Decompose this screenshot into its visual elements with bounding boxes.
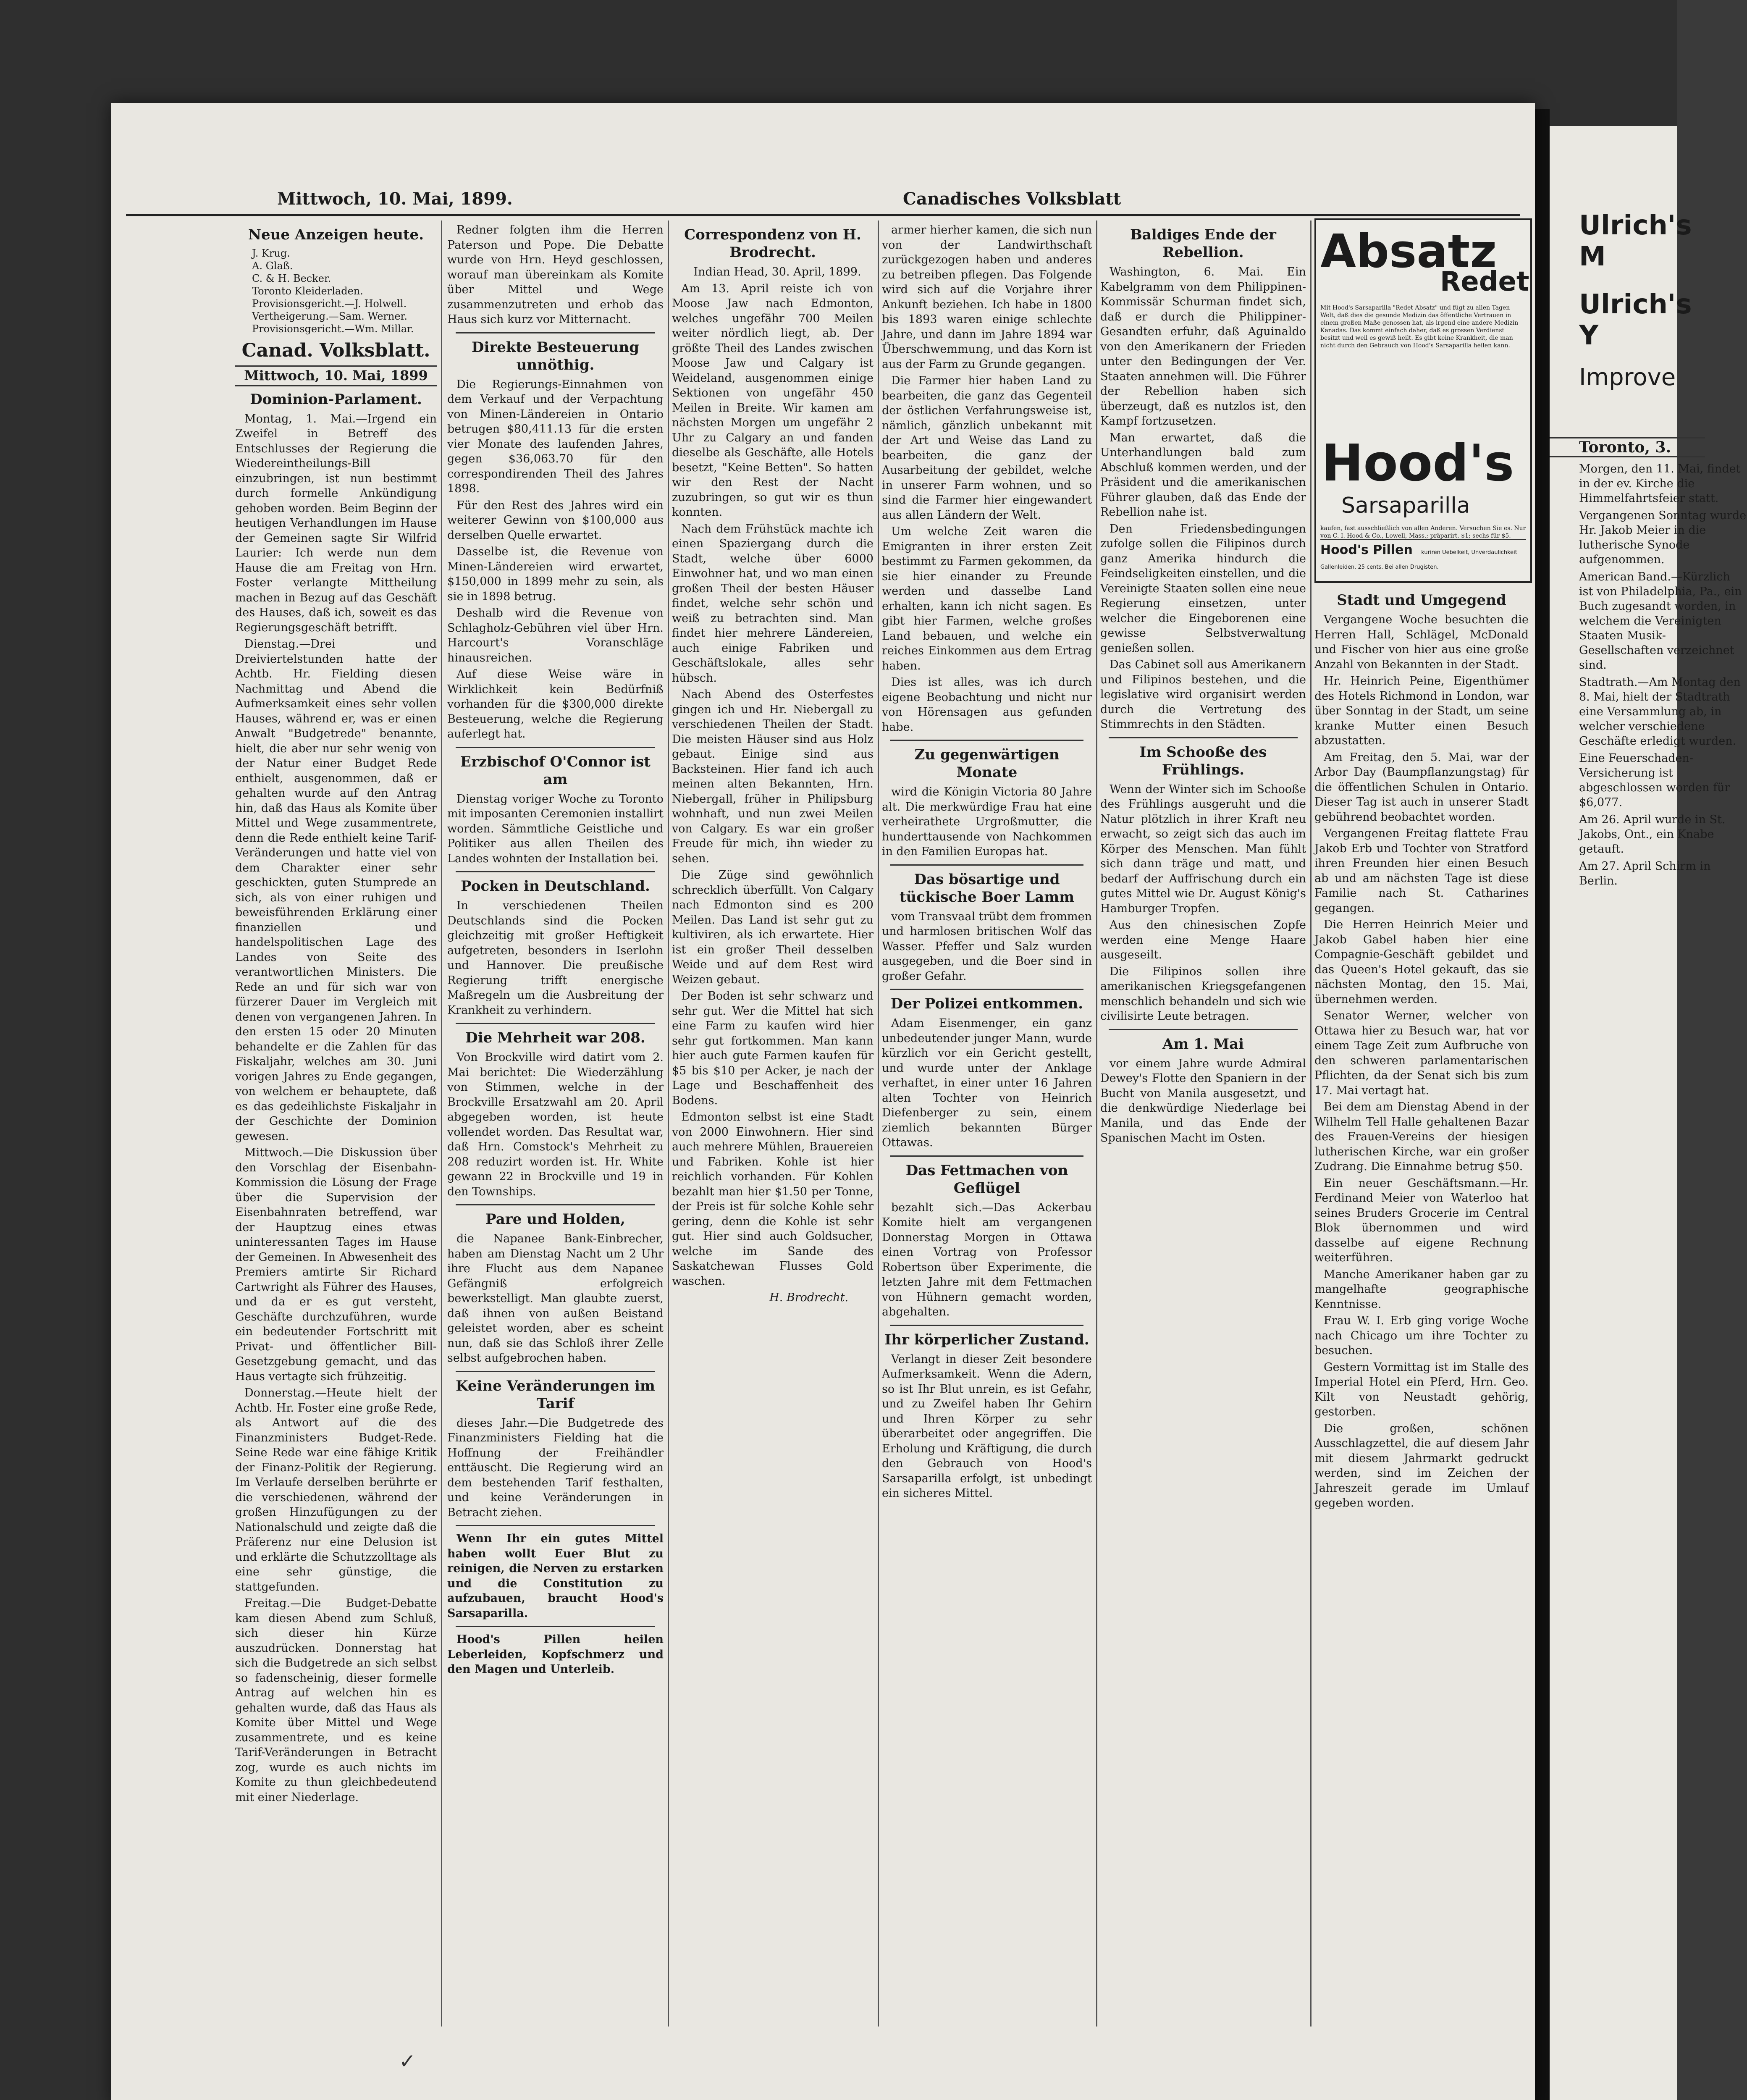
column-rule [878,220,879,2026]
article-dateline: Indian Head, 30. April, 1899. [693,265,861,278]
adjacent-heading: Ulrich's Y [1579,289,1692,351]
column-3 [672,223,874,2029]
article-paragraph: Dasselbe ist, die Revenue von Minen-Ländereien wird erwartet, $150,000 in 1899 mehr zu sein, als sie in 1898 betrug. [447,545,664,603]
article-separator [890,1155,1083,1157]
article-paragraph: Vergangenen Freitag flattete Frau Jakob Erb und Tochter von Stratford ihren Freunden hier einen Besuch ab und am nächsten Tage ist diese Familie nach St. Catharines gegangen. [1314,827,1529,915]
column-6 [1314,588,1529,2029]
article-paragraph: Nach dem Frühstück machte ich einen Spaziergang durch die Stadt, welche über 6000 Einwohner hat, und wo man einen großen Theil der besten Häuser findet, welche sehr schön und weiß zu betrachten sind. Man findet hier mehrere Ländereien, auch einige Fabriken und Geschäftslokale, alles sehr hübsch. [672,522,874,685]
article-headline: Zu gegenwärtigen Monate [914,746,1060,781]
article-paragraph: Redner folgten ihm die Herren Paterson und Pope. Die Debatte wurde von Hrn. Heyd geschlossen, worauf man übereinkam als Komite über Mittel und Wege zusammenzutreten und erhob das Haus sich kurz vor Mitternacht. [447,223,664,326]
article-paragraph: Dies ist alles, was ich durch eigene Beobachtung und nicht nur von Hörensagen aus gefunden habe. [882,676,1092,734]
header-date: Mittwoch, 10. Mai, 1899. [277,189,513,209]
article-paragraph: Dienstag voriger Woche zu Toronto mit imposanten Ceremonien installirt worden. Sämmtliche Geistliche und Politiker aus allen Theilen des Landes wohnten der Installation bei. [447,792,664,865]
article-paragraph: Am 13. April reiste ich von Moose Jaw nach Edmonton, welches ungefähr 700 Meilen weiter nördlich liegt, ab. Der größte Theil des Landes zwischen Moose Jaw und Calgary ist Weideland, ausgenommen einige Sektionen von ungefähr 450 Meilen in Breite. Wir kamen am nächsten Morgen um ungefähr 2 Uhr zu Calgary an und fanden dieselbe als Geschäfte, alle Hotels besetzt, "Keine Betten". So hatten wir den Rest der Nacht zuzubringen, so gut wir es thun konnten. [672,282,874,519]
article-headline: Das Fettmachen von Geflügel [905,1162,1068,1197]
adjacent-text [1550,462,1747,888]
article-paragraph: Man erwartet, daß die Unterhandlungen bald zum Abschluß kommen werden, und der Präsident und die amerikanischen Führer glauben, daß das Ende der Rebellion nahe ist. [1100,431,1306,519]
article-paragraph: armer hierher kamen, die sich nun von der Landwirthschaft zurückgezogen haben und anderes zu betreiben pflegen. Das Folgende wird sich auf die Vorjahre ihrer Ankunft beziehen. Ich habe in 1800 bis 1893 waren einige schlechte Jahre, und dann im Jahre 1894 war Überschwemmung, und das Korn ist aus der Farm zu Grunde gegangen. [882,223,1092,371]
article-paragraph: Auf diese Weise wäre in Wirklichkeit kein Bedürfniß vorhanden für die $300,000 direkte Besteuerung, welche die Regierung auferlegt hat. [447,668,664,740]
article-paragraph: Montag, 1. Mai.—Irgend ein Zweifel in Betreff des Entschlusses der Regierung die Wiedereintheilungs-Bill einzubringen, ist nun bestimmt durch formelle Ankündigung gehoben worden. Beim Beginn der heutigen Verhandlungen im Hause der Gemeinen sagte Sir Wilfrid Laurier: Ich werde nun dem Hause die am Freitag von Hrn. Foster verlangte Mittheilung machen in Bezug auf das Geschäft des Hauses, daß ich, soweit es das Regierungsgeschäft betrifft. [235,412,437,634]
article-headline: Am 1. Mai [1162,1035,1244,1053]
article-paragraph: Am Freitag, den 5. Mai, war der Arbor Day (Baumpflanzungstag) für die öffentlichen Schulen in Ontario. Dieser Tag ist auch in unserer Stadt gebührend beobachtet worden. [1314,751,1529,824]
paper-date: Mittwoch, 10. Mai, 1899 [235,365,437,386]
article-paragraph: Für den Rest des Jahres wird ein weiterer Gewinn von $100,000 aus derselben Quelle erwartet. [447,499,664,542]
article-paragraph: Frau W. I. Erb ging vorige Woche nach Chicago um ihre Tochter zu besuchen. [1314,1314,1529,1357]
article-separator [1109,1029,1298,1030]
article-separator [890,864,1083,866]
adjacent-heading: Ulrich's M [1579,210,1692,272]
column-5 [1100,223,1306,2029]
article-paragraph: Das Cabinet soll aus Amerikanern und Filipinos bestehen, und die legislative wird organisirt werden durch die Vertretung des Stimmrechts in den Städten. [1100,658,1306,731]
article-paragraph: Wenn der Winter sich im Schooße des Frühlings ausgeruht und die Natur plötzlich in ihrer Kraft neu erwacht, so zeigt sich das auch im Körper des Menschen. Man fühlt sich dann träge und matt, und bedarf der Auffrischung durch ein gutes Mittel wie Dr. August König's Hamburger Tropfen. [1100,782,1306,915]
adjacent-paragraph: Am 27. April Schirm in Berlin. [1579,860,1711,887]
article-paragraph: Verlangt in dieser Zeit besondere Aufmerksamkeit. Wenn die Adern, so ist Ihr Blut unrein, es ist Gefahr, und zu Zweifel haben Ihr Gehirn und Ihren Körper zu sehr überarbeitet oder angegriffen. Die Erholung und Kräftigung, die durch den Gebrauch von Hood's Sarsaparilla erfolgt, ist unbedingt ein sicheres Mittel. [882,1352,1092,1500]
article-paragraph: Die Farmer hier haben Land zu bearbeiten, die ganz das Gegenteil der östlichen Verfahrungsweise ist, nämlich, gänzlich unbekannt mit der Art und Weise das Land zu bearbeiten, die ganz der Ausarbeitung der gebildet, welche in unserer Farm wohnen, und so sind die Farmer hier eingewandert aus allen Ländern der Welt. [882,374,1092,522]
adjacent-paragraph: Eine Feuerschaden-Versicherung ist abgeschlossen worden für $6,077. [1579,752,1730,809]
article-paragraph: Die Züge sind gewöhnlich schrecklich überfüllt. Von Calgary nach Edmonton sind es 200 Meilen. Das Land ist sehr gut zu kultiviren, als ich erwartete. Hier ist ein großer Theil desselben Weide und auf dem Rest wird Weizen gebaut. [672,869,874,986]
article-paragraph: Bei dem am Dienstag Abend in der Wilhelm Tell Halle gehaltenen Bazar des Frauen-Vereins der hiesigen lutherischen Kirche, war ein großer Zudrang. Die Einnahme betrug $50. [1314,1100,1529,1173]
notices-title: Neue Anzeigen heute. [248,226,424,243]
column-1 [235,223,437,2029]
article-headline: Der Polizei entkommen. [890,995,1083,1012]
article-signature: H. Brodrecht. [769,1291,848,1304]
article-paragraph: Mittwoch.—Die Diskussion über den Vorschlag der Eisenbahn-Kommission die Lösung der Frage über die Supervision der Eisenbahnraten betreffend, war der Hauptzug eines etwas uninteressanten Tages im Hause der Gemeinen. In Abwesenheit des Premiers amtirte Sir Richard Cartwright als Führer des Hauses, und da er es gut versteht, Geschäfte durchzuführen, wurde ein bedeutender Fortschritt mit Privat- und öffentlicher Bill-Gesetzgebung gemacht, und das Haus vertagte sich frühzeitig. [235,1146,437,1383]
adjacent-paragraph: Morgen, den 11. Mai, findet in der ev. Kirche die Himmelfahrtsfeier statt. [1579,462,1741,505]
article-paragraph: Washington, 6. Mai. Ein Kabelgramm von dem Philippinen-Kommissär Schurman findet sich, daß er durch die Philippiner-Gesandten erfuhr, daß Aguinaldo von den Amerikanern der Frieden unter den Bedingungen der Ver. Staaten annehmen will. Die Führer der Rebellion haben sich überzeugt, daß es nutzlos ist, den Kampf fortzusetzen. [1100,265,1306,428]
article-paragraph: Nach Abend des Osterfestes gingen ich und Hr. Niebergall zu verschiedenen Theilen der Stadt. Die meisten Häuser sind aus Holz gebaut. Einige sind aus Backsteinen. Hier fand ich auch meinen alten Bekannten, Hrn. Niebergall, früher in Philipsburg wohnhaft, und nun zwei Meilen von Calgary. Es war ein großer Freude für mich, ihn wieder zu sehen. [672,688,874,865]
ad-pills-text: kuriren Uebelkeit, Unverdaulichkeit Gallenleiden. 25 cents. Bei allen Drugisten. [1320,549,1517,570]
hoods-advertisement [1314,218,1532,583]
article-paragraph: Manche Amerikaner haben gar zu mangelhafte geographische Kenntnisse. [1314,1268,1529,1311]
ad-absatz-heading: Absatz [1320,224,1497,278]
article-paragraph: Senator Werner, welcher von Ottawa hier zu Besuch war, hat vor einem Tage Zeit zum Aufbruche von den schweren parlamentarischen Pflichten, da der Senat sich bis zum 17. Mai vertagt hat. [1314,1009,1529,1097]
article-paragraph: Edmonton selbst ist eine Stadt von 2000 Einwohnern. Hier sind auch mehrere Mühlen, Brauereien und Fabriken. Kohle ist hier reichlich vorhanden. Für Kohlen bezahlt man hier $1.50 per Tonne, der Preis ist für solche Kohle sehr gering, denn die Kohle ist sehr gut. Hier sind auch Goldsucher, welche im Sande des Saskatchewan Flusses Gold waschen. [672,1110,874,1288]
article-paragraph: Dienstag.—Drei und Dreiviertelstunden hatte der Achtb. Hr. Fielding diesen Nachmittag und Abend die Aufmerksamkeit eines sehr vollen Hauses, während er, was er einen Anwalt "Budgetrede" benannte, hielt, die aber nur sehr wenig von der Natur einer Budget Rede enthielt, ausgenommen, daß er gehalten wurde auf den Antrag hin, daß das Haus als Komite über Mittel und Wege zusammentrete, denn die Rede enthielt keine Tarif-Veränderungen und hatte viel von dem Charakter einer sehr geschickten, guten Stumprede an sich, als von einer ruhigen und beweisführenden Erklärung einer finanziellen und handelspolitischen Lage des Landes von Seite des verantwortlichen Ministers. Die Rede an und für sich war von fürzerer Dauer im Vergleich mit denen von vergangenen Jahren. In den ersten 15 oder 20 Minuten behandelte er die Zahlen für das Fiskaljahr, welches am 30. Juni vorigen Jahres zu Ende gegangen, von welchem er behauptete, daß es das gedeihlichste Fiskaljahr in der Geschichte der Dominion gewesen. [235,638,437,1143]
notice-item: A. Glaß. [252,260,293,272]
article-paragraph: In verschiedenen Theilen Deutschlands sind die Pocken gleichzeitig mit großer Heftigkeit aufgetreten, besonders in Iserlohn und Hannover. Die preußische Regierung trifft energische Maßregeln um die Ausbreitung der Krankheit zu verhindern. [447,899,664,1017]
article-paragraph: Donnerstag.—Heute hielt der Achtb. Hr. Foster eine große Rede, als Antwort auf die des Finanzministers Budget-Rede. Seine Rede war eine fähige Kritik der Finanz-Politik der Regierung. Im Verlaufe derselben berührte er die verschiedenen, während der großen Hinzufügungen zu der Nationalschuld und zeigte daß die Präferenz nur eine Delusion ist und erklärte die Schutzzolltage als eine sehr günstige, die stattgefunden. [235,1386,437,1593]
article-paragraph: Die großen, schönen Ausschlagzettel, die auf diesem Jahr mit diesem Jahrmarkt gedruckt werden, sind im Zeichen der Jahreszeit gerade im Umlauf gegeben worden. [1314,1422,1529,1509]
column-rule [441,220,442,2026]
section-title: Dominion-Parlament. [250,391,422,408]
article-headline: Baldiges Ende der Rebellion. [1130,226,1276,261]
article-separator [456,1371,655,1372]
article-paragraph: Hr. Heinrich Peine, Eigenthümer des Hotels Richmond in London, war über Sonntag in der Stadt, um seine kranke Mutter einen Besuch abzustatten. [1314,675,1529,747]
article-paragraph: Aus den chinesischen Zopfe werden eine Menge Haare ausgeseilt. [1100,919,1306,961]
adjacent-heading: Improve [1579,364,1676,391]
article-separator [890,1325,1083,1326]
notices-list [235,247,437,335]
article-headline: Stadt und Umgegend [1337,592,1506,609]
ad-hoods-logo: Hood's [1321,434,1514,493]
article-paragraph: Von Brockville wird datirt vom 2. Mai berichtet: Die Wiederzählung von Stimmen, welche in der Brockville Ersatzwahl am 20. April abgegeben worden, ist heute vollendet worden. Das Resultat war, daß Hrn. Comstock's Mehrheit zu 208 reduzirt worden ist. Hr. White gewann 22 in Brockville und 19 in den Townships. [447,1051,664,1198]
column-rule [1310,220,1312,2026]
notice-item: Provisionsgericht.—J. Holwell. [252,298,407,310]
article-paragraph: Gestern Vormittag ist im Stalle des Imperial Hotel ein Pferd, Hrn. Geo. Kilt von Neustadt gehörig, gestorben. [1314,1360,1529,1418]
article-paragraph: Adam Eisenmenger, ein ganz unbedeutender junger Mann, wurde kürzlich vor ein Gericht gestellt, und wurde unter der Anklage verhaftet, in einer unter 16 Jahren alten Tochter von Heinrich Diefenberger zu sein, einem ziemlich bekannten Bürger Ottawas. [882,1017,1092,1149]
ad-body-text: Mit Hood's Sarsaparilla "Redet Absatz" und fügt zu allen Tagen Welt, daß dies die gesunde Medizin das öffentliche Vertrauen in einem großen Maße genossen hat, als irgend eine andere Medizin Kanadas. Das kommt einfach daher, daß es grossen Verdienst besitzt und weil es gewiß heilt. Es gibt keine Krankheit, die man nicht durch den Gebrauch von Hood's Sarsaparilla heilen kann. [1320,304,1519,349]
article-paragraph: Den Friedensbedingungen zufolge sollen die Filipinos durch ganz Amerika hindurch die Feindseligkeiten einstellen, und die Vereinigte Staaten sollen eine neue Regierung einsetzen, unter welcher die Eingeborenen eine gewisse Selbstverwaltung genießen sollen. [1100,522,1306,655]
article-paragraph: Die Regierungs-Einnahmen von dem Verkauf und der Verpachtung von Minen-Ländereien in Ontario betrugen $80,411.13 für die ersten vier Monate des laufenden Jahres, gegen $36,063.70 für den correspondirenden Theil des Jahres 1898. [447,378,664,495]
article-paragraph: die Napanee Bank-Einbrecher, haben am Dienstag Nacht um 2 Uhr ihre Flucht aus dem Napanee Gefängniß erfolgreich bewerkstelligt. Man glaubte zuerst, daß ihnen von außen Beistand geleistet worden, aber es scheint nun, daß sie das Schloß ihrer Zelle selbst aufgebrochen haben. [447,1232,664,1365]
article-paragraph: Deshalb wird die Revenue von Schlagholz-Gebühren viel über Hrn. Harcourt's Voranschläge hinausreichen. [447,606,664,664]
article-separator [456,1525,655,1526]
article-separator [456,332,655,333]
article-paragraph: vor einem Jahre wurde Admiral Dewey's Flotte den Spaniern in der Bucht von Manila ausgesetzt, und die denkwürdige Niederlage bei Manila, und das Ende der Spanischen Macht im Osten. [1100,1057,1306,1144]
notice-item: C. & H. Becker. [252,273,331,284]
paper-title: Canad. Volksblatt. [241,340,430,361]
article-separator [890,740,1083,741]
article-separator [890,989,1083,990]
adjacent-paragraph: American Band.—Kürzlich ist von Philadelphia, Pa., ein Buch zugesandt worden, in welchem die Vereinigten Staaten Musik-Gesellschaften verzeichnet sind. [1579,570,1742,672]
article-paragraph: Die Herren Heinrich Meier und Jakob Gabel haben hier eine Compagnie-Geschäft gebildet und das Queen's Hotel gekauft, das sie nächsten Montag, den 15. Mai, übernehmen werden. [1314,918,1529,1006]
notice-item: J. Krug. [252,247,290,259]
pencil-mark: ✓ [399,2050,416,2073]
article-separator [456,871,655,872]
adjacent-paragraph: Stadtrath.—Am Montag den 8. Mai, hielt der Stadtrath eine Versammlung ab, in welcher verschiedene Geschäfte erledigt wurden. [1579,676,1741,748]
article-headline: Pare und Holden, [485,1211,625,1228]
article-headline: Direkte Besteuerung unnöthig. [471,339,639,373]
article-paragraph: vom Transvaal trübt dem frommen und harmlosen britischen Wolf das Wasser. Pfeffer und Salz wurden ausgegeben, und die Boer sind in großer Gefahr. [882,910,1092,983]
article-separator [456,747,655,748]
adjacent-paragraph: Am 26. April wurde in St. Jakobs, Ont., ein Knabe getauft. [1579,813,1726,856]
article-paragraph: Die Filipinos sollen ihre amerikanischen Kriegsgefangenen menschlich behandeln und sich wie civilisirte Leute betragen. [1100,965,1306,1023]
ad-small-text: kaufen, fast ausschließlich von allen Anderen. Versuchen Sie es. Nur von C. I. Hood & Co., Lowell, Mass.; präparirt. $1; sechs für $5. [1320,525,1526,539]
article-paragraph: wird die Königin Victoria 80 Jahre alt. Die merkwürdige Frau hat eine verheirathete Urgroßmutter, die hunderttausende von Nachkommen in den Familien Europas hat. [882,785,1092,858]
article-separator [456,1023,655,1024]
column-rule [1096,220,1097,2026]
adjacent-date: Toronto, 3. [1550,437,1705,457]
header-masthead: Canadisches Volksblatt [903,189,1121,209]
hoods-pills-notice: Hood's Pillen heilen Leberleiden, Kopfschmerz und den Magen und Unterleib. [447,1633,664,1676]
ad-sarsaparilla-text: Sarsaparilla [1341,493,1470,518]
article-paragraph: dieses Jahr.—Die Budgetrede des Finanzministers Fielding hat die Hoffnung der Freihändler enttäuscht. Die Regierung wird an dem bestehenden Tarif festhalten, und keine Veränderungen in Betracht ziehen. [447,1416,664,1519]
article-paragraph: Vergangene Woche besuchten die Herren Hall, Schlägel, McDonald und Fischer von hier aus eine große Anzahl von Bekannten in der Stadt. [1314,613,1529,671]
article-separator [456,1626,655,1627]
article-headline: Keine Veränderungen im Tarif [456,1377,655,1412]
ad-pills [1320,539,1526,572]
column-2 [447,223,664,2029]
article-headline: Die Mehrheit war 208. [465,1029,645,1046]
notice-item: Provisionsgericht.—Wm. Millar. [252,323,414,335]
ad-pills-title: Hood's Pillen [1320,543,1413,557]
article-headline: Das bösartige und tückische Boer Lamm [899,871,1075,906]
article-headline: Erzbischof O'Connor ist am [460,753,651,788]
article-headline: Pocken in Deutschland. [461,878,650,895]
notice-item: Vertheigerung.—Sam. Werner. [252,310,408,322]
column-rule [668,220,669,2026]
page-header [126,189,1520,216]
notice-item: Toronto Kleiderladen. [252,285,363,297]
article-headline: Correspondenz von H. Brodrecht. [684,226,861,261]
article-paragraph: bezahlt sich.—Das Ackerbau Komite hielt am vergangenen Donnerstag Morgen in Ottawa einen Vortrag von Professor Robertson über Experimente, die letzten Jahre mit dem Fettmachen von Hühnern gemacht worden, abgehalten. [882,1201,1092,1318]
article-headline: Ihr körperlicher Zustand. [884,1331,1089,1348]
article-paragraph: Ein neuer Geschäftsmann.—Hr. Ferdinand Meier von Waterloo hat seines Bruders Grocerie im Central Blok übernommen und wird dasselbe auf eigene Rechnung weiterführen. [1314,1176,1529,1264]
page-gutter [1535,109,1550,2100]
ad-redet-heading: Redet [1440,266,1529,297]
article-paragraph: Freitag.—Die Budget-Debatte kam diesen Abend zum Schluß, sich dieser hin Kürze auszudrücken. Donnerstag hat sich die Budgetrede an sich selbst so fadenscheinig, dieser formelle Antrag auf welchen hin es gehalten wurde, daß das Haus als Komite über Mittel und Wege zusammentrete, und es keine Tarif-Veränderungen in Betracht zog, wurde es auch nichts im Komite zu thun gleichbedeutend mit einer Niederlage. [235,1597,437,1804]
article-headline: Im Schooße des Frühlings. [1139,743,1267,778]
article-separator [456,1204,655,1205]
column-4 [882,223,1092,2029]
adjacent-page [1550,126,1747,2100]
hoods-notice: Wenn Ihr ein gutes Mittel haben wollt Euer Blut zu reinigen, die Nerven zu erstarken und die Constitution zu aufzubauen, braucht Hood's Sarsaparilla. [447,1532,664,1620]
article-separator [1109,737,1298,738]
adjacent-paragraph: Vergangenen Sonntag wurde Hr. Jakob Meier in die lutherische Synode aufgenommen. [1579,509,1747,566]
article-paragraph: Um welche Zeit waren die Emigranten in ihrer ersten Zeit bestimmt zu Farmen gekommen, da sie hier einander zu Freunde werden und dasselbe Land erhalten, kann ich nicht sagen. Es gibt hier Farmen, welche großes Land bebauen, und welche ein reiches Einkommen aus dem Ertrag haben. [882,525,1092,672]
article-paragraph: Der Boden ist sehr schwarz und sehr gut. Wer die Mittel hat sich eine Farm zu kaufen wird hier sehr gut fortkommen. Man kann hier auch gute Farmen kaufen für $5 bis $10 per Acker, je nach der Lage und Beschaffenheit des Bodens. [672,990,874,1107]
